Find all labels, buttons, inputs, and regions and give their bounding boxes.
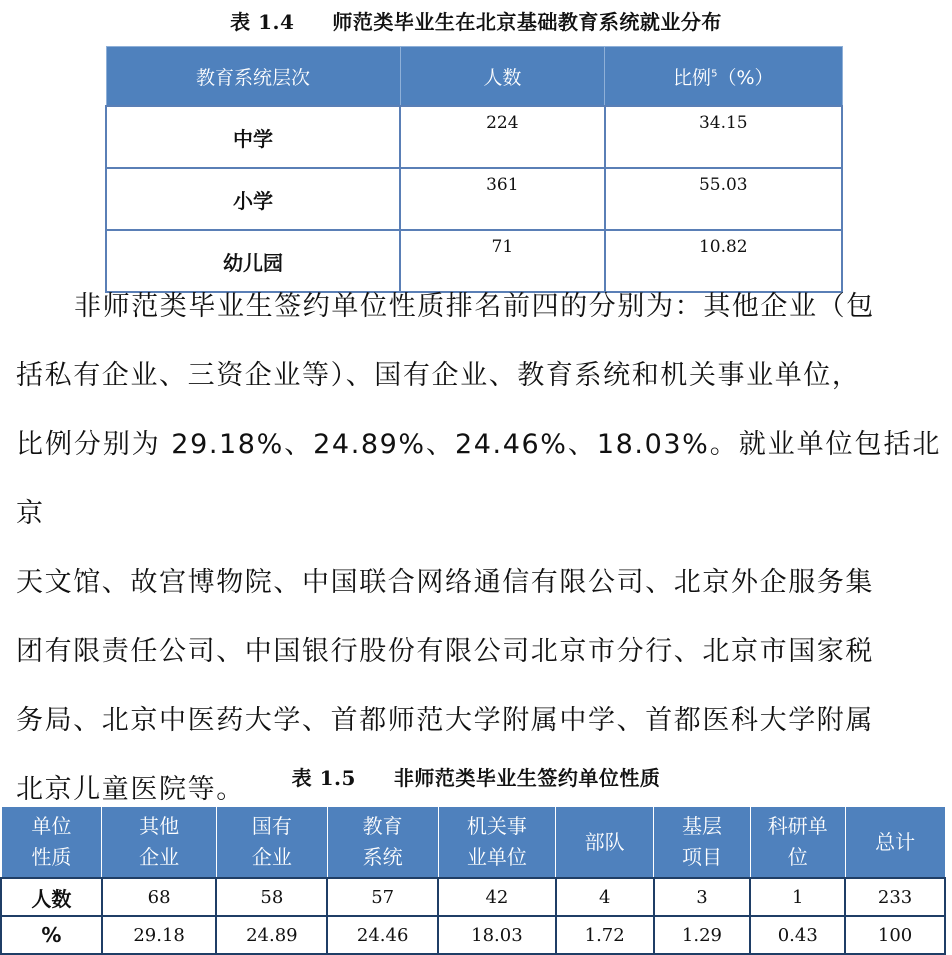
table1-ratio-cell: 55.03 bbox=[605, 168, 842, 230]
table2-value-cell: 1.29 bbox=[654, 916, 751, 954]
paragraph-line-text: 非师范类毕业生签约单位性质排名前四的分别为：其他企业（包 bbox=[74, 291, 875, 322]
table1-level-cell: 幼儿园 bbox=[106, 230, 400, 292]
table2-value-cell: 4 bbox=[556, 878, 654, 916]
paragraph-line: 括私有企业、三资企业等）、国有企业、教育系统和机关事业单位， bbox=[16, 360, 861, 391]
table2-header-line: 性质 bbox=[31, 845, 72, 869]
table1-level-cell: 小学 bbox=[106, 168, 400, 230]
table2-header-line: 机关事 bbox=[466, 814, 527, 838]
table2-header-line: 总计 bbox=[875, 829, 916, 854]
table2-header-line: 基层 bbox=[681, 814, 722, 838]
table2-header-line: 部队 bbox=[584, 829, 625, 854]
table2-value-cell: 24.89 bbox=[216, 916, 327, 954]
table2-row-label: 人数 bbox=[1, 878, 102, 916]
table2-value-cell: 1 bbox=[750, 878, 845, 916]
table2-value-cell: 42 bbox=[438, 878, 556, 916]
table1-header-count: 人数 bbox=[400, 47, 604, 107]
table2-value-cell: 100 bbox=[845, 916, 945, 954]
table-row bbox=[1, 916, 945, 954]
table2-value-cell: 24.46 bbox=[327, 916, 438, 954]
table1-level-cell: 中学 bbox=[106, 106, 400, 168]
table2-header-line: 企业 bbox=[251, 845, 292, 869]
table2-header-cell bbox=[845, 807, 945, 879]
table1-header-ratio bbox=[605, 47, 842, 107]
table2-row-label: % bbox=[1, 916, 102, 954]
table2-unit-nature bbox=[0, 806, 946, 955]
table1-header-row bbox=[106, 47, 842, 107]
table2-value-cell: 3 bbox=[654, 878, 751, 916]
table1-count-cell: 71 bbox=[400, 230, 604, 292]
table2-value-cell: 18.03 bbox=[438, 916, 556, 954]
table2-value-cell: 0.43 bbox=[750, 916, 845, 954]
table2-header-cell bbox=[556, 807, 654, 879]
table1-header-ratio-label: 比例 bbox=[673, 66, 712, 89]
table2-header-line: 国有 bbox=[251, 814, 292, 838]
body-paragraph bbox=[16, 272, 941, 824]
table1-count-cell: 224 bbox=[400, 106, 604, 168]
table-row bbox=[106, 106, 842, 168]
table2-header-line: 科研单 bbox=[767, 814, 828, 838]
table2-header-line: 位 bbox=[787, 845, 808, 869]
table2-caption-number: 表 1.5 bbox=[291, 766, 356, 790]
table1-header-ratio-unit: （%） bbox=[717, 66, 774, 89]
table1-employment-distribution bbox=[105, 46, 843, 293]
table2-header-cell bbox=[438, 807, 556, 879]
table2-header-cell bbox=[327, 807, 438, 879]
paragraph-line: 比例分别为 29.18%、24.89%、24.46%、18.03%。就业单位包括北京 bbox=[16, 429, 941, 529]
table2-value-cell: 68 bbox=[102, 878, 217, 916]
table2-header-line: 单位 bbox=[31, 814, 72, 838]
table2-header-line: 教育 bbox=[362, 814, 403, 838]
paragraph-line: 北京儿童医院等。 bbox=[16, 774, 245, 805]
table1-caption-number: 表 1.4 bbox=[230, 10, 295, 34]
paragraph-line: 团有限责任公司、中国银行股份有限公司北京市分行、北京市国家税 bbox=[16, 636, 874, 667]
footnote-marker: 5 bbox=[711, 68, 718, 80]
table2-caption-title: 非师范类毕业生签约单位性质 bbox=[393, 766, 661, 790]
paragraph-line: 务局、北京中医药大学、首都师范大学附属中学、首都医科大学附属 bbox=[16, 705, 874, 736]
table1-caption-title: 师范类毕业生在北京基础教育系统就业分布 bbox=[332, 10, 722, 34]
table2-header-cell bbox=[102, 807, 217, 879]
table2-header-line: 项目 bbox=[681, 845, 722, 869]
table-row bbox=[1, 878, 945, 916]
table1-caption bbox=[0, 6, 952, 35]
table1-count-cell: 361 bbox=[400, 168, 604, 230]
table2-value-cell: 58 bbox=[216, 878, 327, 916]
table2-value-cell: 233 bbox=[845, 878, 945, 916]
table2-caption bbox=[0, 762, 952, 791]
table2-header-line: 业单位 bbox=[466, 845, 527, 869]
table2-header-cell bbox=[1, 807, 102, 879]
table2-value-cell: 57 bbox=[327, 878, 438, 916]
table2-header-cell bbox=[216, 807, 327, 879]
paragraph-line bbox=[16, 272, 941, 341]
table1-header-level: 教育系统层次 bbox=[106, 47, 400, 107]
table2-header-cell bbox=[750, 807, 845, 879]
table2-header-line: 其他 bbox=[139, 814, 180, 838]
table2-value-cell: 29.18 bbox=[102, 916, 217, 954]
table2-header-line: 系统 bbox=[362, 845, 403, 869]
table1-ratio-cell: 34.15 bbox=[605, 106, 842, 168]
table2-header-row bbox=[1, 807, 945, 879]
table1-ratio-cell: 10.82 bbox=[605, 230, 842, 292]
table2-value-cell: 1.72 bbox=[556, 916, 654, 954]
paragraph-line: 天文馆、故宫博物院、中国联合网络通信有限公司、北京外企服务集 bbox=[16, 567, 874, 598]
table2-header-line: 企业 bbox=[139, 845, 180, 869]
table-row bbox=[106, 168, 842, 230]
table2-header-cell bbox=[654, 807, 751, 879]
